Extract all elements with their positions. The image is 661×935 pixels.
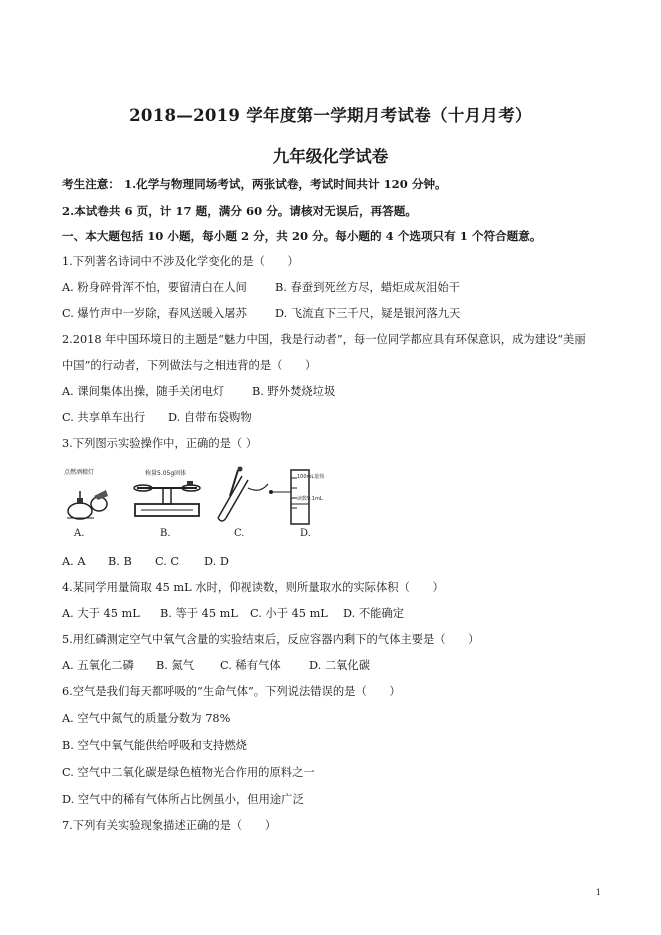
figure-d-caption-top: 100mL量筒 xyxy=(297,474,325,480)
question-2-stem: 2.2018 年中国环境日的主题是“魅力中国，我是行动者”，每一位同学都应具有环保意识，成为建设“美丽 xyxy=(62,333,586,346)
figure-b-caption: 称量5.05g固体 xyxy=(145,470,187,477)
question-1-option-a: A. 粉身碎骨浑不怕，要留清白在人间 xyxy=(62,281,247,294)
question-3-option-a: A. A xyxy=(62,555,86,568)
question-4-option-a: A. 大于 45 mL xyxy=(62,607,140,620)
question-5-option-d: D. 二氧化碳 xyxy=(309,659,371,672)
question-6-stem: 6.空气是我们每天都呼吸的“生命气体”。下列说法错误的是（ ） xyxy=(62,685,401,698)
question-2-option-d: D. 自带布袋购物 xyxy=(168,411,252,424)
question-3-figures xyxy=(62,462,332,542)
question-5-option-a: A. 五氧化二磷 xyxy=(62,659,134,672)
question-1-option-d: D. 飞流直下三千尺，疑是银河落九天 xyxy=(275,307,461,320)
figure-d-label: D. xyxy=(300,528,311,539)
question-2-option-b: B. 野外焚烧垃圾 xyxy=(252,385,336,398)
question-4-option-d: D. 不能确定 xyxy=(343,607,405,620)
question-6-option-a: A. 空气中氮气的质量分数为 78% xyxy=(62,712,231,725)
question-4-option-b: B. 等于 45 mL xyxy=(160,607,238,620)
question-3-option-c: C. C xyxy=(155,555,180,568)
question-7-stem: 7.下列有关实验现象描述正确的是（ ） xyxy=(62,819,277,832)
question-3-stem: 3.下列图示实验操作中，正确的是（ ） xyxy=(62,437,258,450)
question-6-option-b: B. 空气中氧气能供给呼吸和支持燃烧 xyxy=(62,739,247,752)
page-number: 1 xyxy=(595,888,601,897)
question-5-option-c: C. 稀有气体 xyxy=(220,659,281,672)
exam-subtitle: 九年级化学试卷 xyxy=(272,147,389,166)
exam-title: 2018—2019 学年度第一学期月考试卷（十月月考） xyxy=(129,106,532,125)
question-6-option-c: C. 空气中二氧化碳是绿色植物光合作用的原料之一 xyxy=(62,766,315,779)
question-3-option-d: D. D xyxy=(204,555,229,568)
question-5-option-b: B. 氮气 xyxy=(156,659,195,672)
figure-a-caption: 点燃酒精灯 xyxy=(64,469,95,476)
figure-c-dropper xyxy=(212,466,272,526)
question-2-stem-cont: 中国”的行动者，下列做法与之相违背的是（ ） xyxy=(62,359,317,372)
question-2-option-c: C. 共享单车出行 xyxy=(62,411,146,424)
question-1-option-c: C. 爆竹声中一岁除，春风送暖入屠苏 xyxy=(62,307,247,320)
notice-line-1: 考生注意： 1.化学与物理同场考试，两张试卷，考试时间共计 120 分钟。 xyxy=(62,177,447,191)
question-3-option-b: B. B xyxy=(108,555,132,568)
question-4-stem: 4.某同学用量筒取 45 mL 水时，仰视读数，则所量取水的实际体积（ ） xyxy=(62,581,444,594)
figure-c-label: C. xyxy=(234,528,245,539)
question-6-option-d: D. 空气中的稀有气体所占比例虽小，但用途广泛 xyxy=(62,793,304,806)
section-one-heading: 一、本大题包括 10 小题，每小题 2 分，共 20 分。每小题的 4 个选项只有 1 个符合题意。 xyxy=(62,229,542,243)
question-4-option-c: C. 小于 45 mL xyxy=(250,607,328,620)
figure-d-cylinder xyxy=(267,464,332,528)
question-1-option-b: B. 春蚕到死丝方尽，蜡炬成灰泪始干 xyxy=(275,281,460,294)
question-5-stem: 5.用红磷测定空气中氧气含量的实验结束后，反应容器内剩下的气体主要是（ ） xyxy=(62,633,480,646)
notice-line-2: 2.本试卷共 6 页，计 17 题，满分 60 分。请核对无误后，再答题。 xyxy=(62,204,417,218)
figure-d-caption-bottom: 读数9.1mL xyxy=(297,496,323,502)
figure-a-alcohol-lamp xyxy=(62,466,117,526)
figure-a-label: A. xyxy=(74,528,85,539)
question-1-stem: 1.下列著名诗词中不涉及化学变化的是（ ） xyxy=(62,255,299,268)
figure-b-label: B. xyxy=(160,528,171,539)
question-2-option-a: A. 课间集体出操，随手关闭电灯 xyxy=(62,385,225,398)
figure-b-balance xyxy=(127,466,207,526)
